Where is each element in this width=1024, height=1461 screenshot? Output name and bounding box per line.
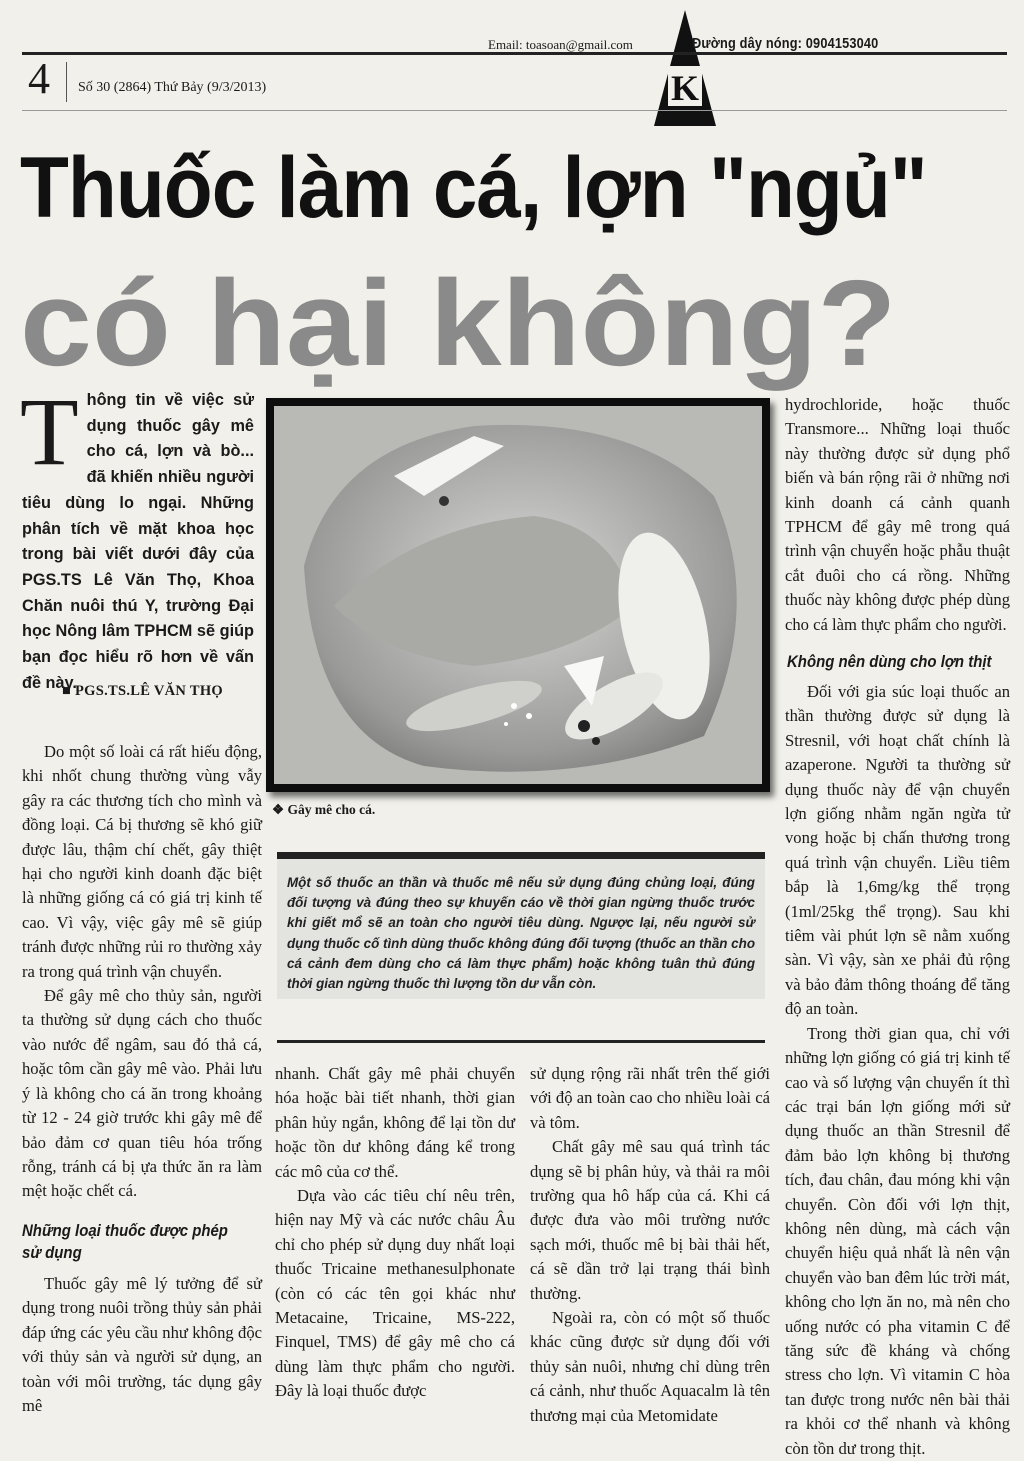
body-column-4-continued [785,680,1010,1461]
page-number: 4 [28,54,50,103]
logo-letter: K [670,68,700,108]
callout-top-rule [277,852,765,859]
body-paragraph: Đối với gia súc loại thuốc an thần thường được sử dụng là Stresnil, với hoạt chất chính là azaperone. Người ta thường sử dụng thuốc này để vận chuyển lợn giống nhằm ngăn ngừa tử vong hoặc bị chấn thương trong quá trình vận chuyển. Liều tiêm bắp là 1,6mg/kg thể trọng (1ml/25kg thể trọng). Sau khi tiêm vài phút lợn sẽ nằm xuống sàn. Vì vậy, sàn xe phải đủ rộng và bảo đảm thông thoáng để tăng độ an toàn. [785,682,1010,1019]
headline-line-1: Thuốc làm cá, lợn "ngủ" [20,140,927,236]
article-photo [266,398,770,792]
body-column-4 [785,393,1010,637]
body-paragraph: Để gây mê cho thủy sản, người ta thường sử dụng cách cho thuốc vào nước để ngâm, sau đó thả cá, hoặc tôm cần gây mê vào. Phải lưu ý là không cho cá ăn trong khoảng từ 12 - 24 giờ trước khi gây mê để bảo đảm cơ quan tiêu hóa trống rỗng, tránh cá bị ựa thức ăn ra làm mệt hoặc chết cá. [22,986,262,1201]
body-paragraph: Dựa vào các tiêu chí nêu trên, hiện nay Mỹ và các nước châu Âu chỉ cho phép sử dụng duy nhất loại thuốc Tricaine methanesulphonate (còn có các tên gọi khác như Metacaine, Tricaine, MS-222, Finquel, TMS) để gây mê cho cá dùng làm thực phẩm cho người. Đây là loại thuốc được [275,1186,515,1401]
headline-line-2: có hại không? [20,255,897,391]
header-rule [22,52,1007,55]
pull-quote-text: Một số thuốc an thần và thuốc mê nếu sử dụng đúng chủng loại, đúng đối tượng và đúng theo sự khuyến cáo về thời gian ngừng thuốc trước khi giết mổ sẽ an toàn cho người tiêu dùng. Ngược lại, nếu người sử dụng thuốc cố tình dùng thuốc không đúng đối tượng (thuốc an thần cho cá cảnh đem dùng cho cá làm thực phẩm) hoặc không tuân thủ đúng thời gian ngừng thuốc thì lượng tồn dư vẫn còn. [287,875,755,992]
body-column-1-continued [22,1272,262,1418]
lead-text: hông tin về việc sử dụng thuốc gây mê cho cá, lợn và bò... đã khiến nhiều người tiêu dùng lo ngại. Những phân tích về mặt khoa học trong bài viết dưới đây của PGS.TS Lê Văn Thọ, Khoa Chăn nuôi thú Y, trường Đại học Nông lâm TPHCM sẽ giúp bạn đọc hiểu rõ hơn về vấn đề này. [22,391,254,692]
drop-cap: T [20,378,79,485]
body-column-2 [275,1062,515,1404]
pull-quote-box [277,859,765,999]
header-email: Email: toasoan@gmail.com [488,37,633,52]
subheading-allowed-drugs: Những loại thuốc được phép sử dụng [22,1221,228,1262]
body-paragraph: hydrochloride, hoặc thuốc Transmore... Những loại thuốc này thường được sử dụng phổ biến và bán rộng rãi ở những nơi kinh doanh cá cảnh quanh TPHCM để gây mê trong quá trình vận chuyển hoặc phẫu thuật cắt đuôi cho cá rồng. Những thuốc này không được phép dùng cho cá làm thực phẩm cho người. [785,395,1010,634]
photo-caption: ❖ Gây mê cho cá. [272,802,376,817]
body-paragraph: Chất gây mê sau quá trình tác dụng sẽ bị phân hủy, và thải ra môi trường qua hô hấp của cá. Khi cá được đưa vào môi trường nước sạch mới, thuốc mê bị bài thải hết, cá sẽ dần trở lại trạng thái bình thường. [530,1137,770,1303]
fish-photo-illustration [274,406,762,784]
body-column-3 [530,1062,770,1428]
body-paragraph: Do một số loài cá rất hiếu động, khi nhốt chung thường vùng vẫy gây ra các thương tích cho mình và đồng loại. Cá bị thương sẽ khó giữ được lâu, thậm chí chết, gây thiệt hại cho người kinh doanh đặc biệt là những giống cá có giá trị kinh tế cao. Vì vậy, việc gây mê sẽ giúp tránh được những rủi ro thường xảy ra trong quá trình vận chuyển. [22,742,262,981]
body-paragraph: sử dụng rộng rãi nhất trên thế giới với độ an toàn cao cho nhiều loài cá và tôm. [530,1064,770,1132]
body-paragraph: Ngoài ra, còn có một số thuốc khác cũng được sử dụng đối với thủy sản nuôi, nhưng chỉ dùng trên cá cảnh, như thuốc Aquacalm là tên thương mại của Metomidate [530,1308,770,1425]
subheading-pigs: Không nên dùng cho lợn thịt [787,652,992,671]
callout-bottom-rule [277,1040,765,1043]
header-hotline: Đường dây nóng: 0904153040 [692,35,879,52]
body-paragraph: nhanh. Chất gây mê phải chuyển hóa hoặc bài tiết nhanh, thời gian phân hủy ngắn, không để lại tồn dư hoặc tồn dư không đáng kể trong các mô của cơ thể. [275,1064,515,1181]
header-rule-bottom [22,110,1007,111]
lead-paragraph [20,378,254,696]
author-byline: ■ PGS.TS.LÊ VĂN THỌ [62,683,223,699]
body-paragraph: Thuốc gây mê lý tưởng để sử dụng trong nuôi trồng thủy sản phải đáp ứng các yêu cầu như không độc với thủy sản và người sử dụng, an toàn với môi trường, tác dụng gây mê [22,1274,262,1416]
body-column-1 [22,740,262,1204]
body-paragraph: Trong thời gian qua, chỉ với những lợn giống có giá trị kinh tế cao và số lượng vận chuyển ít thì các trại bán lợn giống mới sử dụng thuốc an thần Stresnil để đảm bảo lợn không bị thương tích, đau chân, đau móng khi vận chuyển. Còn đối với lợn thịt, không nên dùng, mà cách vận chuyển hiệu quả nhất là nên vận chuyển vào ban đêm lúc trời mát, không cho lợn ăn no, mà nên cho uống nước có pha vitamin C để tăng sức đề kháng và chống stress cho lợn. Vì vitamin C hòa tan được trong nước nên bài thải ra khỏi cơ thể nhanh và không còn tồn dư trong thịt. [785,1023,1010,1458]
issue-date: Số 30 (2864) Thứ Bảy (9/3/2013) [78,80,267,95]
page-number-divider [66,62,67,102]
